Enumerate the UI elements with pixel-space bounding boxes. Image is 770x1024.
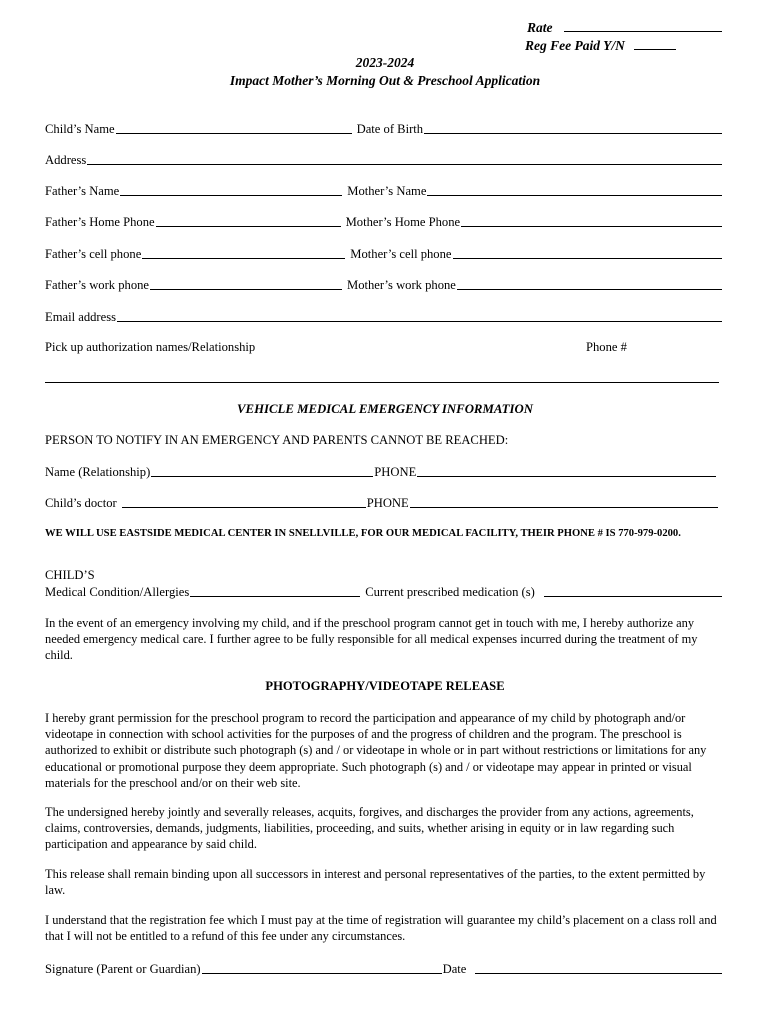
photo-release-paragraph-3: This release shall remain binding upon all successors in interest and personal representatives of the parties, to the extent permitted by law. xyxy=(45,867,706,898)
childs-name-row xyxy=(45,119,723,137)
fathers-work-phone-blank[interactable] xyxy=(150,277,342,290)
emergency-phone-label: PHONE xyxy=(374,465,417,479)
childs-doctor-label: Child’s doctor xyxy=(45,496,117,510)
email-row xyxy=(45,307,723,325)
parent-names-row xyxy=(45,181,723,199)
emergency-contact-row xyxy=(45,462,717,480)
mothers-work-phone-label: Mother’s work phone xyxy=(347,278,456,292)
name-relationship-blank[interactable] xyxy=(151,464,373,477)
childs-doctor-blank[interactable] xyxy=(122,495,366,508)
home-phones-row xyxy=(45,212,723,230)
fathers-name-blank[interactable] xyxy=(120,183,342,196)
cell-phones-row xyxy=(45,244,723,262)
email-address-label: Email address xyxy=(45,310,116,324)
fathers-cell-phone-blank[interactable] xyxy=(142,246,345,259)
email-address-blank[interactable] xyxy=(117,309,722,322)
reg-fee-blank[interactable] xyxy=(634,37,676,50)
notify-instruction: PERSON TO NOTIFY IN AN EMERGENCY AND PARENTS CANNOT BE REACHED: xyxy=(45,433,509,447)
address-blank[interactable] xyxy=(87,152,722,165)
signature-date-label: Date xyxy=(442,962,467,976)
reg-fee-field xyxy=(525,37,676,54)
mothers-name-blank[interactable] xyxy=(427,183,722,196)
pickup-phone-label: Phone # xyxy=(586,340,627,354)
name-relationship-label: Name (Relationship) xyxy=(45,465,151,479)
reg-fee-label: Reg Fee Paid Y/N xyxy=(525,38,625,53)
emergency-authorization-paragraph: In the event of an emergency involving my child, and if the preschool program cannot get in touch with me, I hereby authorize any needed emergency medical care. I further agree to be fully responsible for all medical expenses incurred during the treatment of my child. xyxy=(45,616,698,663)
mothers-cell-phone-blank[interactable] xyxy=(453,246,723,259)
mothers-name-label: Mother’s Name xyxy=(347,184,427,198)
childs-name-blank[interactable] xyxy=(116,121,352,134)
doctor-phone-label: PHONE xyxy=(366,496,409,510)
pickup-authorization-label: Pick up authorization names/Relationship xyxy=(45,340,256,354)
childs-name-label: Child’s Name xyxy=(45,122,115,136)
mothers-cell-phone-label: Mother’s cell phone xyxy=(350,247,452,261)
address-label: Address xyxy=(45,153,87,167)
date-of-birth-blank[interactable] xyxy=(424,121,722,134)
rate-blank[interactable] xyxy=(564,19,722,32)
work-phones-row xyxy=(45,275,723,293)
registration-fee-paragraph: I understand that the registration fee which I must pay at the time of registration will guarantee my child’s placement on a class roll and that I will not be entitled to a refund of this fee under any circumstances. xyxy=(45,913,717,944)
medical-condition-label: Medical Condition/Allergies xyxy=(45,585,190,599)
address-row xyxy=(45,150,723,168)
emergency-phone-blank[interactable] xyxy=(417,464,716,477)
photo-release-paragraph-1: I hereby grant permission for the preschool program to record the participation and appearance of my child by photograph and/or videotape in connection with school activities for the purposes of and the progress of children and the program. The preschool is authorized to exhibit or distribute such photograph (s) and / or videotape in whole or in part without restrictions or limitations for any educational or promotional purpose they deem appropriate. Such photograph (s) and / or videotape may appear in printed or visual materials for the preschool and/or on their web site. xyxy=(45,711,707,790)
mothers-work-phone-blank[interactable] xyxy=(457,277,722,290)
emergency-heading: VEHICLE MEDICAL EMERGENCY INFORMATION xyxy=(237,402,533,416)
current-medication-label: Current prescribed medication (s) xyxy=(365,585,535,599)
signature-row xyxy=(45,959,723,977)
photo-release-heading: PHOTOGRAPHY/VIDEOTAPE RELEASE xyxy=(265,679,505,693)
mothers-home-phone-label: Mother’s Home Phone xyxy=(345,215,461,229)
rate-field xyxy=(527,19,722,36)
mothers-home-phone-blank[interactable] xyxy=(461,214,722,227)
photo-release-paragraph-2: The undersigned hereby jointly and severally releases, acquits, forgives, and discharges the provider from any actions, agreements, claims, controversies, demands, judgments, liabilities, proceeding, and suits, whether arising in equity or in law regarding such participation and appearance by said child. xyxy=(45,805,694,852)
fathers-name-label: Father’s Name xyxy=(45,184,120,198)
fathers-cell-phone-label: Father’s cell phone xyxy=(45,247,142,261)
page-title: Impact Mother’s Morning Out & Preschool Application xyxy=(229,73,541,88)
fathers-home-phone-label: Father’s Home Phone xyxy=(45,215,155,229)
fathers-work-phone-label: Father’s work phone xyxy=(45,278,149,292)
pickup-authorization-line[interactable] xyxy=(45,382,719,383)
fathers-home-phone-blank[interactable] xyxy=(156,214,341,227)
childs-doctor-row xyxy=(45,493,719,511)
signature-blank[interactable] xyxy=(202,961,442,974)
signature-label: Signature (Parent or Guardian) xyxy=(45,962,201,976)
date-of-birth-label: Date of Birth xyxy=(356,122,424,136)
signature-date-blank[interactable] xyxy=(475,961,722,974)
current-medication-blank[interactable] xyxy=(544,584,722,597)
medical-condition-blank[interactable] xyxy=(190,584,360,597)
medical-center-notice: WE WILL USE EASTSIDE MEDICAL CENTER IN SNELLVILLE, FOR OUR MEDICAL FACILITY, THEIR PHONE # IS 770-979-0200. xyxy=(45,528,681,539)
medical-condition-row xyxy=(45,582,723,600)
childs-label: CHILD’S xyxy=(45,568,95,582)
school-year: 2023-2024 xyxy=(355,55,415,70)
doctor-phone-blank[interactable] xyxy=(410,495,718,508)
rate-label: Rate xyxy=(527,20,553,35)
